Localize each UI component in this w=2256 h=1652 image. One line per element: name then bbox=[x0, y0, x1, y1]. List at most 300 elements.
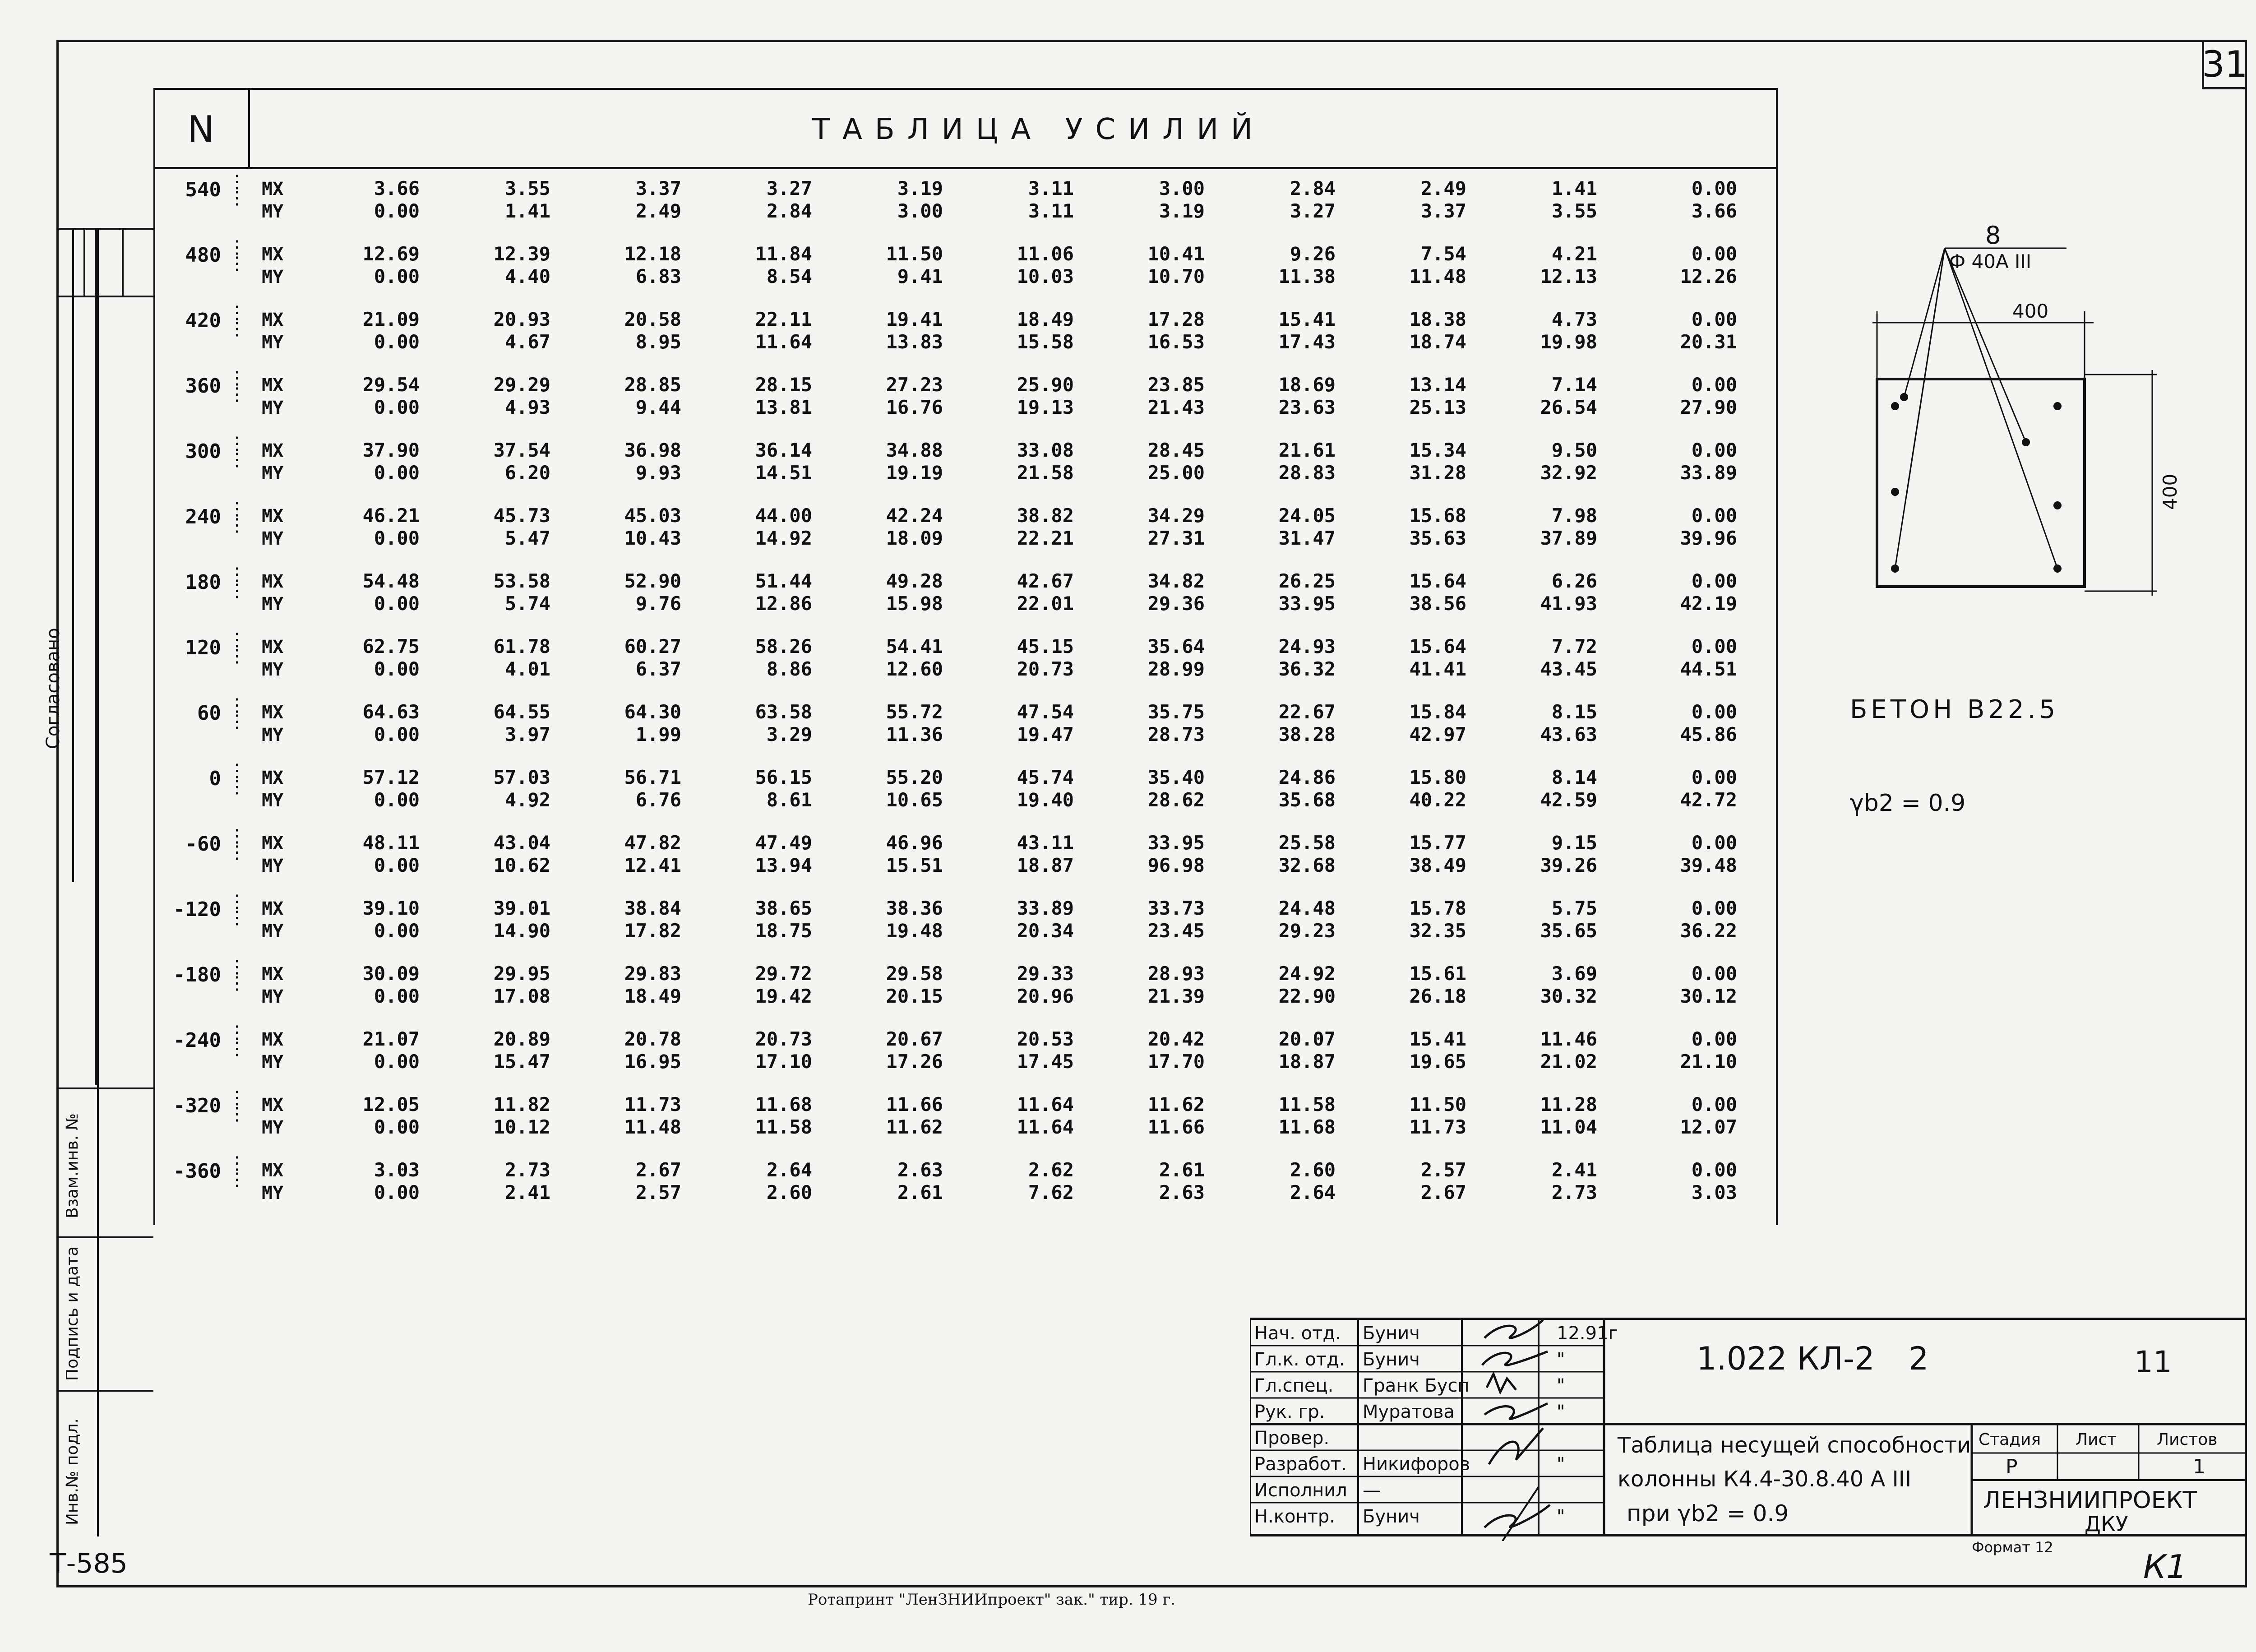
mx-value: 0.00 bbox=[1691, 1028, 1737, 1050]
mx-value: 23.85 bbox=[1147, 374, 1205, 396]
mx-value: 22.11 bbox=[755, 308, 812, 330]
my-value: 21.02 bbox=[1540, 1050, 1597, 1073]
stamp-name: Никифоров bbox=[1363, 1454, 1470, 1475]
my-value: 17.10 bbox=[755, 1050, 812, 1073]
mx-value: 24.86 bbox=[1278, 766, 1336, 788]
mx-value: 20.42 bbox=[1147, 1028, 1205, 1050]
strip-line bbox=[56, 228, 153, 230]
row-bracket: ⋮ ⋮ bbox=[228, 957, 246, 994]
my-value: 41.93 bbox=[1540, 592, 1597, 615]
stamp-role: Рук. гр. bbox=[1254, 1402, 1325, 1422]
gamma-coefficient: γb2 = 0.9 bbox=[1850, 790, 1966, 817]
my-value: 42.97 bbox=[1409, 723, 1466, 745]
mx-value: 24.48 bbox=[1278, 897, 1336, 919]
my-value: 2.49 bbox=[635, 200, 681, 222]
my-value: 16.76 bbox=[886, 396, 943, 418]
document-code: 1.022 КЛ-2 bbox=[1697, 1340, 1875, 1377]
mx-value: 4.73 bbox=[1551, 308, 1597, 330]
my-value: 37.89 bbox=[1540, 527, 1597, 549]
mx-value: 4.21 bbox=[1551, 243, 1597, 265]
my-value: 14.92 bbox=[755, 527, 812, 549]
mx-value: 25.58 bbox=[1278, 832, 1336, 854]
stamp-role: Гл.к. отд. bbox=[1254, 1349, 1345, 1370]
my-value: 23.45 bbox=[1147, 920, 1205, 942]
my-value: 17.70 bbox=[1147, 1050, 1205, 1073]
mx-value: 24.92 bbox=[1278, 963, 1336, 985]
my-value: 4.67 bbox=[504, 331, 550, 353]
mx-value: 49.28 bbox=[886, 570, 943, 592]
mx-value: 2.60 bbox=[1290, 1159, 1336, 1181]
my-value: 4.93 bbox=[504, 396, 550, 418]
my-value: 11.36 bbox=[886, 723, 943, 745]
my-value: 35.63 bbox=[1409, 527, 1466, 549]
mx-value: 29.83 bbox=[624, 963, 681, 985]
mx-value: 20.53 bbox=[1017, 1028, 1074, 1050]
my-value: 13.94 bbox=[755, 854, 812, 876]
my-value: 30.32 bbox=[1540, 985, 1597, 1007]
rebar-count: 8 bbox=[1985, 221, 2001, 250]
my-value: 39.26 bbox=[1540, 854, 1597, 876]
my-value: 17.43 bbox=[1278, 331, 1336, 353]
mx-value: 3.69 bbox=[1551, 963, 1597, 985]
stamp-role: Разработ. bbox=[1254, 1454, 1347, 1475]
row-bracket: ⋮ ⋮ bbox=[228, 368, 246, 405]
mx-value: 3.27 bbox=[766, 177, 812, 199]
stamp-date: " bbox=[1557, 1402, 1565, 1422]
my-value: 36.32 bbox=[1278, 658, 1336, 680]
mx-value: 15.34 bbox=[1409, 439, 1466, 461]
stamp-role: Гл.спец. bbox=[1254, 1375, 1334, 1396]
my-value: 14.51 bbox=[755, 462, 812, 484]
mx-label: MX bbox=[262, 1029, 284, 1050]
mx-value: 45.03 bbox=[624, 504, 681, 527]
my-value: 11.64 bbox=[755, 331, 812, 353]
mx-value: 34.29 bbox=[1147, 504, 1205, 527]
mx-value: 64.55 bbox=[493, 701, 550, 723]
mx-value: 15.41 bbox=[1409, 1028, 1466, 1050]
mx-value: 21.61 bbox=[1278, 439, 1336, 461]
mx-value: 35.75 bbox=[1147, 701, 1205, 723]
mx-value: 43.11 bbox=[1017, 832, 1074, 854]
mx-value: 1.41 bbox=[1551, 177, 1597, 199]
strip-line bbox=[56, 296, 153, 297]
title-line-1: Таблица несущей способности bbox=[1618, 1433, 1971, 1458]
mx-value: 0.00 bbox=[1691, 635, 1737, 657]
row-bracket: ⋮ ⋮ bbox=[228, 695, 246, 732]
stamp-name: Гранк Бусп bbox=[1363, 1375, 1470, 1396]
my-value: 10.43 bbox=[624, 527, 681, 549]
mx-value: 15.78 bbox=[1409, 897, 1466, 919]
my-value: 33.89 bbox=[1680, 462, 1737, 484]
table-title: ТАБЛИЦА УСИЛИЙ bbox=[812, 113, 1266, 146]
mx-value: 0.00 bbox=[1691, 177, 1737, 199]
mx-value: 8.15 bbox=[1551, 701, 1597, 723]
my-value: 3.97 bbox=[504, 723, 550, 745]
mx-value: 42.67 bbox=[1017, 570, 1074, 592]
mx-value: 37.54 bbox=[493, 439, 550, 461]
mx-value: 17.28 bbox=[1147, 308, 1205, 330]
concrete-class: БЕТОН В22.5 bbox=[1850, 695, 2059, 724]
my-value: 11.04 bbox=[1540, 1116, 1597, 1138]
mx-value: 3.37 bbox=[635, 177, 681, 199]
mx-label: MX bbox=[262, 1160, 284, 1181]
mx-label: MX bbox=[262, 506, 284, 527]
my-label: MY bbox=[262, 528, 284, 549]
my-value: 11.64 bbox=[1017, 1116, 1074, 1138]
mx-value: 2.63 bbox=[897, 1159, 943, 1181]
width-dimension: 400 bbox=[2012, 300, 2049, 322]
my-value: 43.63 bbox=[1540, 723, 1597, 745]
mx-label: MX bbox=[262, 898, 284, 919]
mx-value: 29.58 bbox=[886, 963, 943, 985]
mx-value: 21.07 bbox=[362, 1028, 420, 1050]
n-column-header: N bbox=[187, 108, 214, 150]
mx-value: 0.00 bbox=[1691, 1093, 1737, 1115]
my-value: 0.00 bbox=[374, 985, 420, 1007]
my-value: 22.01 bbox=[1017, 592, 1074, 615]
row-n-value: 540 bbox=[185, 178, 221, 201]
my-value: 17.08 bbox=[493, 985, 550, 1007]
my-value: 15.51 bbox=[886, 854, 943, 876]
my-value: 22.90 bbox=[1278, 985, 1336, 1007]
my-value: 16.53 bbox=[1147, 331, 1205, 353]
mx-value: 11.50 bbox=[886, 243, 943, 265]
my-value: 38.28 bbox=[1278, 723, 1336, 745]
my-label: MY bbox=[262, 1117, 284, 1138]
my-value: 16.95 bbox=[624, 1050, 681, 1073]
my-value: 20.96 bbox=[1017, 985, 1074, 1007]
document-issue: 2 bbox=[1909, 1340, 1929, 1377]
my-label: MY bbox=[262, 332, 284, 353]
mx-value: 2.41 bbox=[1551, 1159, 1597, 1181]
mx-label: MX bbox=[262, 833, 284, 854]
row-n-value: 480 bbox=[185, 244, 221, 267]
my-value: 7.62 bbox=[1028, 1181, 1074, 1203]
mx-value: 12.18 bbox=[624, 243, 681, 265]
mx-value: 18.38 bbox=[1409, 308, 1466, 330]
mx-value: 12.69 bbox=[362, 243, 420, 265]
mx-value: 52.90 bbox=[624, 570, 681, 592]
mx-value: 2.84 bbox=[1290, 177, 1336, 199]
mx-value: 54.48 bbox=[362, 570, 420, 592]
my-value: 12.07 bbox=[1680, 1116, 1737, 1138]
mx-value: 44.00 bbox=[755, 504, 812, 527]
my-value: 5.47 bbox=[504, 527, 550, 549]
row-bracket: ⋮ ⋮ bbox=[228, 1153, 246, 1190]
my-value: 11.48 bbox=[1409, 265, 1466, 287]
my-value: 25.00 bbox=[1147, 462, 1205, 484]
stamp-name: Бунич bbox=[1363, 1323, 1420, 1344]
mx-value: 11.62 bbox=[1147, 1093, 1205, 1115]
sign-date-label: Подпись и дата bbox=[63, 1246, 82, 1381]
my-value: 4.40 bbox=[504, 265, 550, 287]
mx-value: 11.50 bbox=[1409, 1093, 1466, 1115]
mx-value: 46.96 bbox=[886, 832, 943, 854]
row-bracket: ⋮ ⋮ bbox=[228, 171, 246, 208]
mx-value: 12.05 bbox=[362, 1093, 420, 1115]
my-value: 3.03 bbox=[1691, 1181, 1737, 1203]
mx-value: 63.58 bbox=[755, 701, 812, 723]
my-value: 4.92 bbox=[504, 789, 550, 811]
row-bracket: ⋮ ⋮ bbox=[228, 1087, 246, 1124]
mx-value: 39.10 bbox=[362, 897, 420, 919]
mx-value: 58.26 bbox=[755, 635, 812, 657]
stamp-role: Провер. bbox=[1254, 1428, 1330, 1448]
mx-value: 36.98 bbox=[624, 439, 681, 461]
mx-value: 0.00 bbox=[1691, 832, 1737, 854]
inv-orig-label: Инв.№ подл. bbox=[63, 1418, 82, 1525]
mx-label: MX bbox=[262, 310, 284, 330]
mx-value: 37.90 bbox=[362, 439, 420, 461]
mx-value: 3.19 bbox=[897, 177, 943, 199]
mx-value: 9.15 bbox=[1551, 832, 1597, 854]
row-bracket: ⋮ ⋮ bbox=[228, 499, 246, 536]
my-label: MY bbox=[262, 856, 284, 876]
mx-value: 54.41 bbox=[886, 635, 943, 657]
row-n-value: 420 bbox=[185, 309, 221, 332]
mx-value: 19.41 bbox=[886, 308, 943, 330]
my-value: 28.62 bbox=[1147, 789, 1205, 811]
mx-value: 3.11 bbox=[1028, 177, 1074, 199]
mx-value: 29.29 bbox=[493, 374, 550, 396]
my-value: 26.54 bbox=[1540, 396, 1597, 418]
mx-value: 0.00 bbox=[1691, 439, 1737, 461]
mx-value: 29.54 bbox=[362, 374, 420, 396]
sheet-label: Лист bbox=[2076, 1430, 2117, 1449]
my-value: 18.87 bbox=[1017, 854, 1074, 876]
mx-value: 2.67 bbox=[635, 1159, 681, 1181]
mx-value: 3.55 bbox=[504, 177, 550, 199]
stamp-name: — bbox=[1363, 1480, 1381, 1501]
my-label: MY bbox=[262, 921, 284, 942]
mx-value: 55.20 bbox=[886, 766, 943, 788]
my-value: 21.58 bbox=[1017, 462, 1074, 484]
my-value: 3.19 bbox=[1159, 200, 1205, 222]
mx-value: 9.26 bbox=[1290, 243, 1336, 265]
mx-value: 2.73 bbox=[504, 1159, 550, 1181]
row-bracket: ⋮ ⋮ bbox=[228, 891, 246, 928]
row-n-value: -320 bbox=[173, 1094, 221, 1117]
sheet-mark: К1 bbox=[2143, 1548, 2187, 1586]
mx-value: 26.25 bbox=[1278, 570, 1336, 592]
my-value: 33.95 bbox=[1278, 592, 1336, 615]
my-value: 3.66 bbox=[1691, 200, 1737, 222]
my-value: 31.28 bbox=[1409, 462, 1466, 484]
my-value: 29.36 bbox=[1147, 592, 1205, 615]
mx-value: 20.67 bbox=[886, 1028, 943, 1050]
my-value: 0.00 bbox=[374, 396, 420, 418]
agreed-label: Согласовано bbox=[43, 628, 64, 749]
mx-value: 7.72 bbox=[1551, 635, 1597, 657]
mx-label: MX bbox=[262, 244, 284, 265]
stamp-role: Исполнил bbox=[1254, 1480, 1347, 1501]
mx-value: 33.08 bbox=[1017, 439, 1074, 461]
mx-value: 46.21 bbox=[362, 504, 420, 527]
my-value: 23.63 bbox=[1278, 396, 1336, 418]
mx-value: 60.27 bbox=[624, 635, 681, 657]
my-value: 11.73 bbox=[1409, 1116, 1466, 1138]
mx-label: MX bbox=[262, 571, 284, 592]
mx-value: 28.45 bbox=[1147, 439, 1205, 461]
mx-value: 35.40 bbox=[1147, 766, 1205, 788]
my-value: 2.67 bbox=[1420, 1181, 1466, 1203]
row-n-value: 300 bbox=[185, 440, 221, 463]
my-value: 6.83 bbox=[635, 265, 681, 287]
row-n-value: 240 bbox=[185, 505, 221, 528]
mx-value: 15.41 bbox=[1278, 308, 1336, 330]
my-value: 19.42 bbox=[755, 985, 812, 1007]
mx-value: 29.33 bbox=[1017, 963, 1074, 985]
my-value: 17.82 bbox=[624, 920, 681, 942]
sheets-value: 1 bbox=[2193, 1455, 2205, 1478]
my-value: 10.62 bbox=[493, 854, 550, 876]
my-value: 19.13 bbox=[1017, 396, 1074, 418]
my-value: 13.81 bbox=[755, 396, 812, 418]
document-number: 11 bbox=[2134, 1345, 2172, 1379]
stage-value: Р bbox=[2006, 1455, 2018, 1478]
my-value: 0.00 bbox=[374, 592, 420, 615]
mx-value: 3.66 bbox=[374, 177, 420, 199]
my-value: 3.11 bbox=[1028, 200, 1074, 222]
mx-value: 61.78 bbox=[493, 635, 550, 657]
my-value: 18.75 bbox=[755, 920, 812, 942]
row-bracket: ⋮ ⋮ bbox=[228, 826, 246, 863]
my-value: 8.54 bbox=[766, 265, 812, 287]
my-value: 26.18 bbox=[1409, 985, 1466, 1007]
my-value: 3.27 bbox=[1290, 200, 1336, 222]
mx-value: 7.98 bbox=[1551, 504, 1597, 527]
mx-label: MX bbox=[262, 964, 284, 985]
my-value: 8.95 bbox=[635, 331, 681, 353]
my-value: 17.26 bbox=[886, 1050, 943, 1073]
mx-value: 29.95 bbox=[493, 963, 550, 985]
my-value: 19.98 bbox=[1540, 331, 1597, 353]
mx-value: 12.39 bbox=[493, 243, 550, 265]
my-label: MY bbox=[262, 267, 284, 287]
mx-value: 42.24 bbox=[886, 504, 943, 527]
my-value: 20.73 bbox=[1017, 658, 1074, 680]
mx-value: 11.46 bbox=[1540, 1028, 1597, 1050]
mx-value: 47.49 bbox=[755, 832, 812, 854]
my-value: 20.15 bbox=[886, 985, 943, 1007]
stamp-role: Н.контр. bbox=[1254, 1506, 1335, 1527]
my-value: 11.48 bbox=[624, 1116, 681, 1138]
my-value: 15.58 bbox=[1017, 331, 1074, 353]
mx-value: 57.12 bbox=[362, 766, 420, 788]
row-bracket: ⋮ ⋮ bbox=[228, 760, 246, 797]
mx-value: 11.84 bbox=[755, 243, 812, 265]
my-value: 18.49 bbox=[624, 985, 681, 1007]
my-value: 20.31 bbox=[1680, 331, 1737, 353]
my-value: 45.86 bbox=[1680, 723, 1737, 745]
mx-value: 22.67 bbox=[1278, 701, 1336, 723]
my-value: 3.37 bbox=[1420, 200, 1466, 222]
my-value: 39.48 bbox=[1680, 854, 1737, 876]
my-value: 2.84 bbox=[766, 200, 812, 222]
my-value: 0.00 bbox=[374, 920, 420, 942]
mx-value: 33.95 bbox=[1147, 832, 1205, 854]
my-value: 9.93 bbox=[635, 462, 681, 484]
my-value: 18.09 bbox=[886, 527, 943, 549]
mx-label: MX bbox=[262, 440, 284, 461]
stamp-date: 12.91г bbox=[1557, 1323, 1618, 1344]
my-value: 36.22 bbox=[1680, 920, 1737, 942]
my-value: 14.90 bbox=[493, 920, 550, 942]
mx-value: 27.23 bbox=[886, 374, 943, 396]
document-id: Т-585 bbox=[50, 1548, 128, 1579]
my-value: 35.68 bbox=[1278, 789, 1336, 811]
row-n-value: -240 bbox=[173, 1029, 221, 1052]
row-n-value: 60 bbox=[197, 702, 221, 725]
mx-value: 38.65 bbox=[755, 897, 812, 919]
mx-value: 34.88 bbox=[886, 439, 943, 461]
mx-value: 34.82 bbox=[1147, 570, 1205, 592]
row-bracket: ⋮ ⋮ bbox=[228, 237, 246, 274]
mx-value: 0.00 bbox=[1691, 504, 1737, 527]
mx-value: 55.72 bbox=[886, 701, 943, 723]
my-label: MY bbox=[262, 463, 284, 484]
my-value: 6.76 bbox=[635, 789, 681, 811]
my-value: 3.55 bbox=[1551, 200, 1597, 222]
mx-value: 11.73 bbox=[624, 1093, 681, 1115]
my-value: 1.41 bbox=[504, 200, 550, 222]
row-bracket: ⋮ ⋮ bbox=[228, 433, 246, 470]
mx-value: 48.11 bbox=[362, 832, 420, 854]
my-value: 4.01 bbox=[504, 658, 550, 680]
stamp-role: Нач. отд. bbox=[1254, 1323, 1341, 1344]
mx-value: 45.74 bbox=[1017, 766, 1074, 788]
stamp-name: Бунич bbox=[1363, 1349, 1420, 1370]
mx-value: 11.28 bbox=[1540, 1093, 1597, 1115]
my-label: MY bbox=[262, 201, 284, 222]
mx-value: 0.00 bbox=[1691, 897, 1737, 919]
mx-value: 35.64 bbox=[1147, 635, 1205, 657]
mx-value: 24.05 bbox=[1278, 504, 1336, 527]
mx-value: 20.58 bbox=[624, 308, 681, 330]
my-value: 0.00 bbox=[374, 527, 420, 549]
my-value: 2.57 bbox=[635, 1181, 681, 1203]
mx-label: MX bbox=[262, 768, 284, 788]
my-value: 11.62 bbox=[886, 1116, 943, 1138]
row-bracket: ⋮ ⋮ bbox=[228, 302, 246, 339]
my-value: 19.19 bbox=[886, 462, 943, 484]
my-value: 43.45 bbox=[1540, 658, 1597, 680]
mx-value: 47.54 bbox=[1017, 701, 1074, 723]
title-block bbox=[1250, 1318, 2247, 1556]
mx-value: 51.44 bbox=[755, 570, 812, 592]
mx-value: 3.03 bbox=[374, 1159, 420, 1181]
my-value: 0.00 bbox=[374, 1181, 420, 1203]
my-value: 22.21 bbox=[1017, 527, 1074, 549]
my-label: MY bbox=[262, 594, 284, 615]
my-value: 25.13 bbox=[1409, 396, 1466, 418]
mx-value: 0.00 bbox=[1691, 1159, 1737, 1181]
my-value: 0.00 bbox=[374, 1116, 420, 1138]
mx-value: 38.82 bbox=[1017, 504, 1074, 527]
stamp-date: " bbox=[1557, 1506, 1565, 1527]
my-value: 20.34 bbox=[1017, 920, 1074, 942]
my-value: 38.56 bbox=[1409, 592, 1466, 615]
my-value: 9.76 bbox=[635, 592, 681, 615]
mx-value: 45.73 bbox=[493, 504, 550, 527]
sheet-number: 31 bbox=[2202, 43, 2248, 85]
height-dimension: 400 bbox=[2159, 473, 2181, 510]
my-value: 6.37 bbox=[635, 658, 681, 680]
my-value: 12.26 bbox=[1680, 265, 1737, 287]
strip-line bbox=[56, 1390, 153, 1392]
my-value: 12.60 bbox=[886, 658, 943, 680]
mx-value: 18.49 bbox=[1017, 308, 1074, 330]
